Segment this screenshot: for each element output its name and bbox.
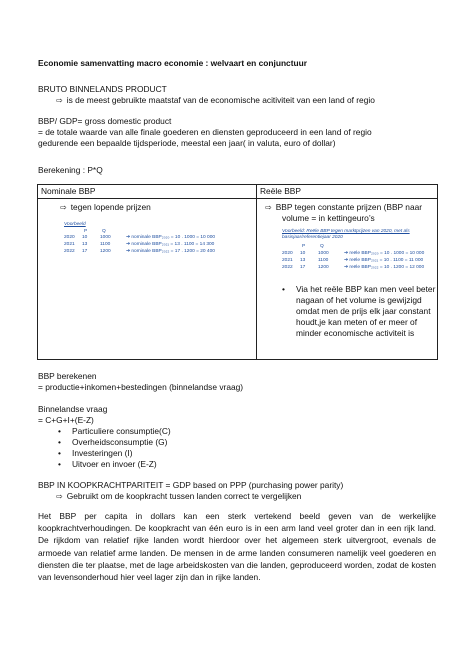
bbp-definition-line xyxy=(56,95,375,106)
col-p-head: P xyxy=(302,244,306,249)
col-q-head: Q xyxy=(102,229,106,234)
example2-label-2: basisjaar/referentiejaar 2020 xyxy=(282,235,343,240)
col1-header: Nominale BBP xyxy=(38,185,257,199)
real-bullet-line: nagaan of het volume is gewijzigd xyxy=(296,295,422,305)
vraag-item: • Uitvoer en invoer (E-Z) xyxy=(58,459,157,469)
real-point-2: volume = in kettingeuro’s xyxy=(282,213,375,223)
arrow-right-icon: ⇨ xyxy=(265,203,272,212)
example2-label: Voorbeeld: Reële BBP tegen marktprijzen van 2020, met als xyxy=(282,229,410,234)
bbp-heading: BRUTO BINNELANDS PRODUCT xyxy=(38,84,167,94)
bullet-icon: • xyxy=(58,437,61,447)
real-point-1: ⇨ BBP tegen constante prijzen (BBP naar xyxy=(265,202,423,212)
nominal-cell: ⇨ tegen lopende prijzen Voorbeeld P Q 2020 10 1000 ➔ nominale BBP₂₀₂₀ = 10 . 1000 = 10 000 2021 13 1100 ➔ nominale BBP₂₀₂₁ = 13 . 1100 = 14 300 2022 17 1200 ➔ nominale BBP₂₀₂₂ = 17 . 1200 = 20 400 xyxy=(38,199,257,360)
bullet-icon: • xyxy=(58,448,61,458)
document-title: Economie samenvatting macro economie : welvaart en conjunctuur xyxy=(38,58,307,68)
berekenen-definition: = productie+inkomen+bestedingen (binnelandse vraag) xyxy=(38,382,244,392)
real-bullet-line: houdt,je kan meten of er meer of xyxy=(296,317,418,327)
col-p-head: P xyxy=(84,229,88,234)
real-bullet-line: minder economische activiteit is xyxy=(296,328,415,338)
real-bullet-line: omdat men de prijs elk jaar constant xyxy=(296,306,431,316)
nominal-point: ⇨ tegen lopende prijzen xyxy=(60,202,151,212)
real-bullet-line: Via het reële BBP kan men veel beter xyxy=(296,284,436,294)
vraag-formula: = C+G+I+(E-Z) xyxy=(38,415,94,425)
vraag-item: • Investeringen (I) xyxy=(58,448,133,458)
arrow-right-icon: ⇨ xyxy=(60,203,67,212)
real-cell: ⇨ BBP tegen constante prijzen (BBP naar volume = in kettingeuro’s Voorbeeld: Reële BBP tegen marktprijzen van 2020, met als basisjaar/referentiejaar 2020 P Q 2020 10 1000 ➔ reële BBP₂₀₂₀ = 10 . 1000 = 10 000 2021 13 1100 ➔ reële BBP₂₀₂₁ = 10 . 1100 = 11 000 2022 17 1200 ➔ reële BBP₂₀₂₂ = 10 . 1200 = 12 000 • Via het reële BBP kan men veel beter nagaan of het volume is gewijzigd omdat men de prijs elk jaar constant houdt,je kan meten of er meer of minder economische activiteit is xyxy=(257,199,438,360)
col-q-head: Q xyxy=(320,244,324,249)
bbp-table xyxy=(37,184,438,360)
vraag-item: • Overheidsconsumptie (G) xyxy=(58,437,168,447)
vraag-heading: Binnelandse vraag xyxy=(38,404,108,414)
bullet-icon: • xyxy=(58,426,61,436)
bullet-icon: • xyxy=(58,459,61,469)
vraag-item: • Particuliere consumptie(C) xyxy=(58,426,171,436)
ppp-point: ⇨ Gebruikt om de koopkracht tussen landen correct te vergelijken xyxy=(56,491,302,501)
gdp-definition-2: gedurende een bepaalde tijdsperiode, meestal een jaar( in valuta, euro of dollar) xyxy=(38,138,336,148)
koopkracht-paragraph: Het BBP per capita in dollars kan een sterk vertekend beeld geven van de werkelijke koopkrachtverhoudingen. De koopkracht van één euro is in een arm land veel groter dan in een rijk land. De rijkdom van relatief rijke landen wordt hierdoor over het algemeen sterk uitvergroot, evenals de armoede van relatief arme landen. De mensen in de arme landen consumeren namelijk veel goederen en diensten die ter plaatse, met de lage arbeidskosten van die landen, geproduceerd worden, zodat de kosten van levensonderhoud hier veel lager zijn dan in rijke landen. xyxy=(38,511,436,583)
col2-header: Reële BBP xyxy=(257,185,438,199)
bbp-definition: is de meest gebruikte maatstaf van de economische acitiviteit van een land of regio xyxy=(66,95,375,105)
berekenen-heading: BBP berekenen xyxy=(38,371,97,381)
gdp-definition-1: = de totale waarde van alle finale goederen en diensten geproduceerd in een land of regio xyxy=(38,127,372,137)
ppp-heading: BBP IN KOOPKRACHTPARITEIT = GDP based on PPP (purchasing power parity) xyxy=(38,480,344,490)
arrow-right-icon: ⇨ xyxy=(56,492,63,501)
arrow-right-icon: ⇨ xyxy=(56,96,63,105)
gdp-line: BBP/ GDP= gross domestic product xyxy=(38,116,172,126)
example-label: Voorbeeld xyxy=(64,222,86,227)
bullet-icon: • xyxy=(282,284,285,294)
berekening: Berekening : P*Q xyxy=(38,165,103,175)
